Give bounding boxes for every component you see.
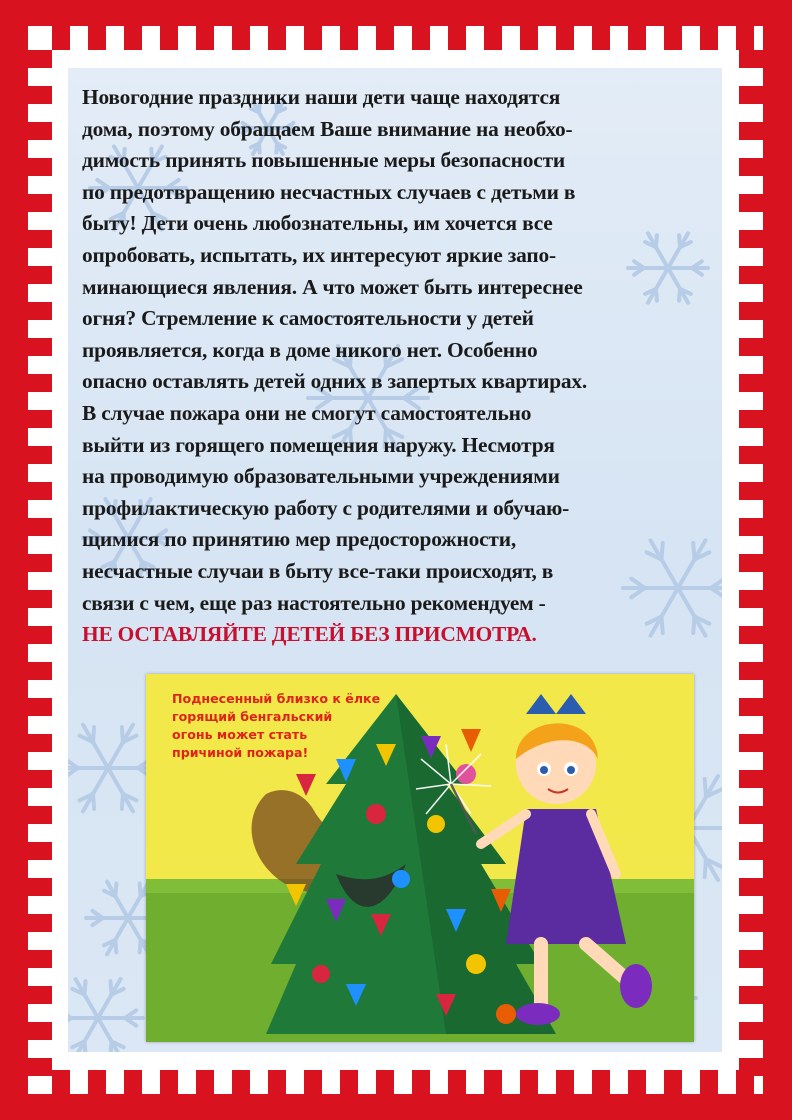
notice-line: профилактическую работу с родителями и обучаю- bbox=[82, 495, 570, 520]
notice-line: В случае пожара они не смогут самостоятельно bbox=[82, 400, 532, 425]
content-panel bbox=[68, 68, 722, 1052]
notice-line: дома, поэтому обращаем Ваше внимание на необхо- bbox=[82, 116, 573, 141]
snowflake-icon bbox=[68, 979, 143, 1052]
warning-headline: НЕ ОСТАВЛЯЙТЕ ДЕТЕЙ БЕЗ ПРИСМОТРА. bbox=[82, 622, 537, 647]
notice-text bbox=[82, 82, 722, 651]
poster-caption-line: горящий бенгальский bbox=[172, 709, 333, 724]
poster-caption-line: огонь может стать bbox=[172, 727, 308, 742]
notice-line: Новогодние праздники наши дети чаще находятся bbox=[82, 85, 561, 109]
notice-line: димость принять повышенные меры безопасности bbox=[82, 148, 566, 173]
notice-line: минающиеся явления. А что может быть интереснее bbox=[82, 274, 583, 299]
poster-caption-line: причиной пожара! bbox=[172, 745, 309, 760]
notice-line: опасно оставлять детей одних в запертых квартирах. bbox=[82, 369, 588, 394]
notice-line: на проводимую образовательными учреждениями bbox=[82, 464, 560, 489]
poster-caption bbox=[172, 690, 422, 762]
snowflake-icon bbox=[68, 725, 158, 812]
notice-line: быту! Дети очень любознательны, им хочется все bbox=[82, 211, 553, 236]
poster-caption-line: Поднесенный близко к ёлке bbox=[172, 691, 381, 706]
notice-line: выйти из горящего помещения наружу. Несмотря bbox=[82, 432, 555, 457]
fire-safety-poster bbox=[146, 674, 694, 1042]
notice-line: проявляется, когда в доме никого нет. Особенно bbox=[82, 337, 538, 362]
notice-line: опробовать, испытать, их интересуют яркие запо- bbox=[82, 242, 556, 267]
notice-line: несчастные случаи в быту все-таки происходят, в bbox=[82, 558, 554, 583]
notice-line: огня? Стремление к самостоятельности у детей bbox=[82, 306, 534, 331]
notice-line: связи с чем, еще раз настоятельно рекомендуем - bbox=[82, 590, 546, 615]
notice-line: щимися по принятию мер предосторожности, bbox=[82, 527, 516, 552]
notice-line: по предотвращению несчастных случаев с детьми в bbox=[82, 179, 576, 204]
